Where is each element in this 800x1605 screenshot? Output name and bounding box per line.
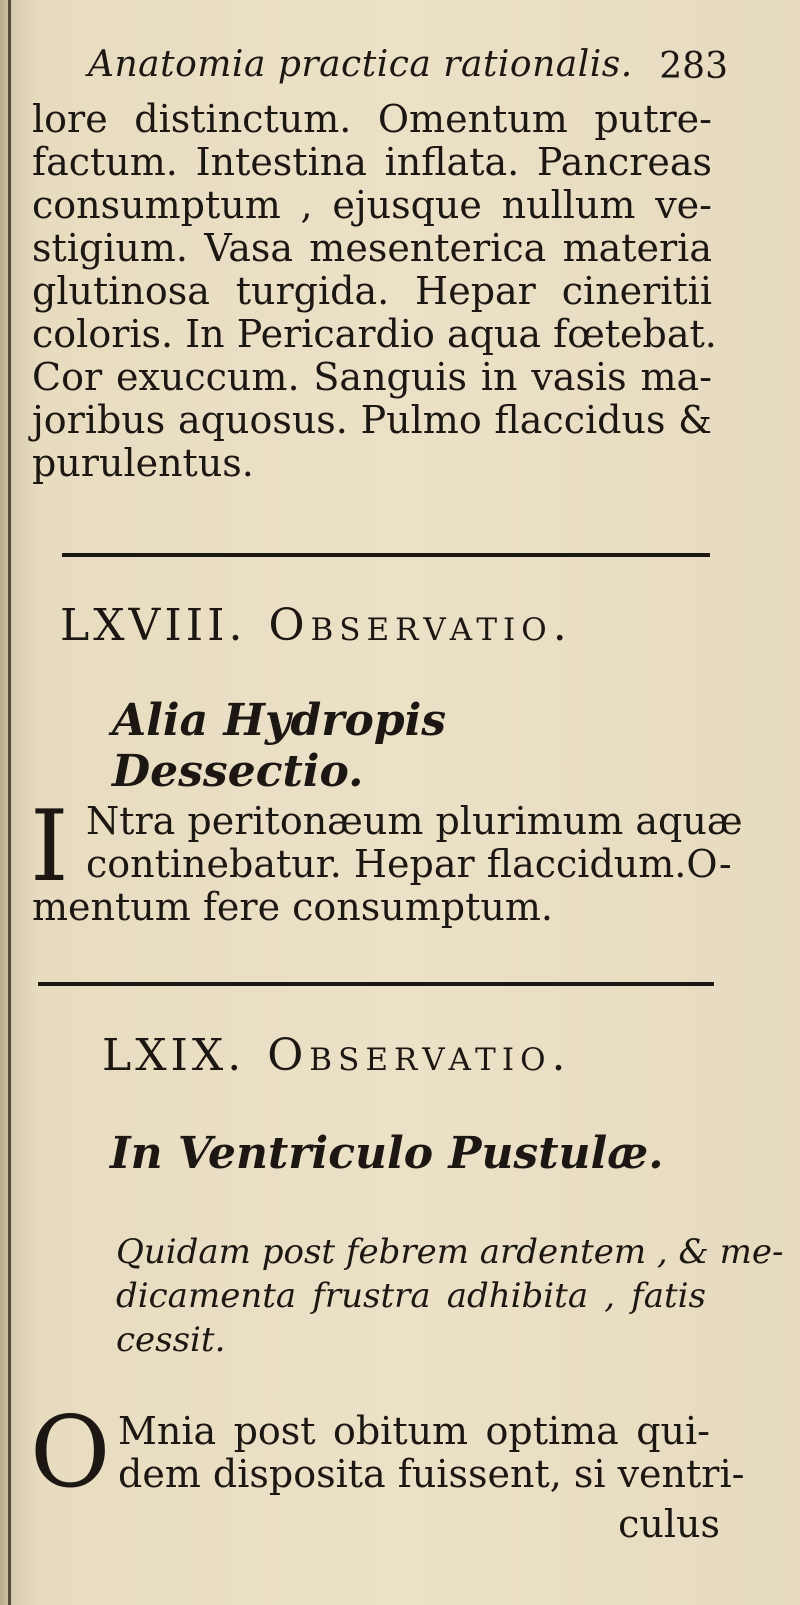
section-divider [38, 982, 714, 986]
text-line: dem disposita fuissent, si ventri- [118, 1452, 745, 1496]
observation-label: Observatio. [268, 600, 573, 651]
text-line: purulentus. [32, 441, 254, 485]
text-line: Mnia post obitum optima qui- [118, 1409, 710, 1453]
text-line: continebatur. Hepar flaccidum.O- [86, 842, 732, 886]
binding-edge [8, 0, 11, 1605]
text-line: cessit. [116, 1320, 226, 1360]
text-line: glutinosa turgida. Hepar cineritii [32, 269, 712, 313]
text-line: lore distinctum. Omentum putre- [32, 97, 712, 141]
drop-cap: O [30, 1396, 111, 1510]
text-line: mentum fere consumptum. [32, 885, 553, 929]
text-line: Cor exuccum. Sanguis in vasis ma- [32, 355, 712, 399]
observation-paragraph-continued [32, 886, 710, 929]
observation-label: Observatio. [267, 1030, 572, 1081]
text-line: stigium. Vasa mesenterica materia [32, 226, 712, 270]
observation-paragraph [118, 1409, 745, 1496]
text-line: consumptum , ejusque nullum ve- [32, 183, 712, 227]
section-divider [62, 553, 710, 557]
drop-cap: I [30, 790, 69, 904]
page-header [88, 44, 728, 94]
case-history [116, 1230, 784, 1362]
observation-heading [102, 1030, 742, 1080]
text-line: coloris. In Pericardio aqua fœtebat. [32, 312, 717, 356]
running-title: Anatomia practica rationalis. [88, 44, 633, 85]
intro-paragraph [32, 97, 717, 485]
observation-title: In Ventriculo Pustulæ. [110, 1128, 664, 1179]
text-line: Quidam post febrem ardentem , & me- [116, 1232, 784, 1272]
observation-number: LXVIII. [60, 600, 247, 651]
observation-paragraph [86, 799, 743, 886]
catchword: culus [618, 1502, 720, 1546]
page-number: 283 [659, 46, 728, 87]
text-line: factum. Intestina inflata. Pancreas [32, 140, 712, 184]
text-line: Ntra peritonæum plurimum aquæ [86, 799, 743, 843]
observation-title: Alia Hydropis Dessectio. [112, 695, 447, 797]
observation-number: LXIX. [102, 1030, 246, 1081]
text-line: joribus aquosus. Pulmo flaccidus & [32, 398, 712, 442]
observation-heading [60, 600, 700, 650]
text-line: dicamenta frustra adhibita , fatis [116, 1276, 706, 1316]
